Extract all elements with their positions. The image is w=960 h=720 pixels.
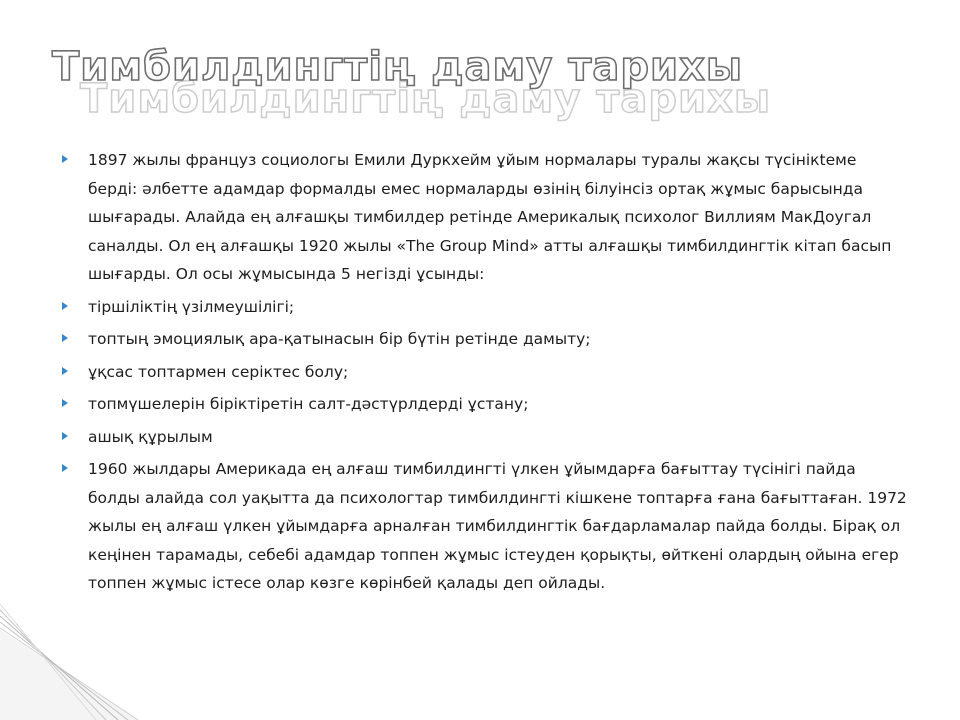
bullet-item [60,390,910,419]
bullet-item [60,146,910,289]
bullet-text: 1897 жылы француз социологы Емили Дуркхейм ұйым нормалары туралы жақсы түсінікteме берді: әлбетте адамдар формалды емес нормаларды өзінің білуінсіз ортақ жұмыс барысында шығарады. Алайда ең алғашқы тимбилдер ретінде Америкалық психолог Виллиям МакДоугал саналды. Ол ең алғашқы 1920 жылы «The Group Mind» атты алғашқы тимбилдингтік кітап басып шығарды. Ол осы жұмысында 5 негізді ұсынды: [88,151,892,283]
title-reflection: Тимбилдингтің даму тарихы [80,76,772,122]
bullet-text: ашық құрылым [88,427,213,446]
triangle-bullet-icon [62,302,68,310]
bullet-item [60,325,910,354]
triangle-bullet-icon [62,367,68,375]
triangle-bullet-icon [62,155,68,163]
triangle-bullet-icon [62,464,68,472]
bullet-text: 1960 жылдары Америкада ең алғаш тимбилдингті үлкен ұйымдарға бағыттау түсінігі пайда болды алайда сол уақытта да психологтар тимбилдингті кішкене топтарға ғана бағыттаған. 1972 жылы ең алғаш үлкен ұйымдарға арналған тимбилдингтік бағдарламалар пайда болды. Бірақ ол кеңінен тарамады, себебі адамдар топпен жұмыс істеуден қорықты, өйткені олардың ойына егер топпен жұмыс істесе олар көзге көрінбей қалады деп ойлады. [88,460,907,592]
bullet-text: ұқсас топтармен серіктес болу; [88,362,349,381]
bullet-item [60,423,910,452]
bullet-text: топмүшелерін біріктіретін салт-дәстүрлдерді ұстану; [88,395,529,413]
bullet-text: топтың эмоциялық ара-қатынасын бір бүтін ретінде дамыту; [88,330,591,348]
bullet-text: тіршіліктің үзілмеушілігі; [88,297,295,316]
bullet-item [60,455,910,598]
triangle-bullet-icon [62,399,68,407]
slide-title: Тимбилдингтің даму тарихы [52,44,744,90]
triangle-bullet-icon [62,432,68,440]
triangle-bullet-icon [62,334,68,342]
corner-decoration [0,600,140,720]
title-area [52,44,952,124]
bullet-list [60,146,910,602]
bullet-item [60,293,910,322]
bullet-item [60,358,910,387]
